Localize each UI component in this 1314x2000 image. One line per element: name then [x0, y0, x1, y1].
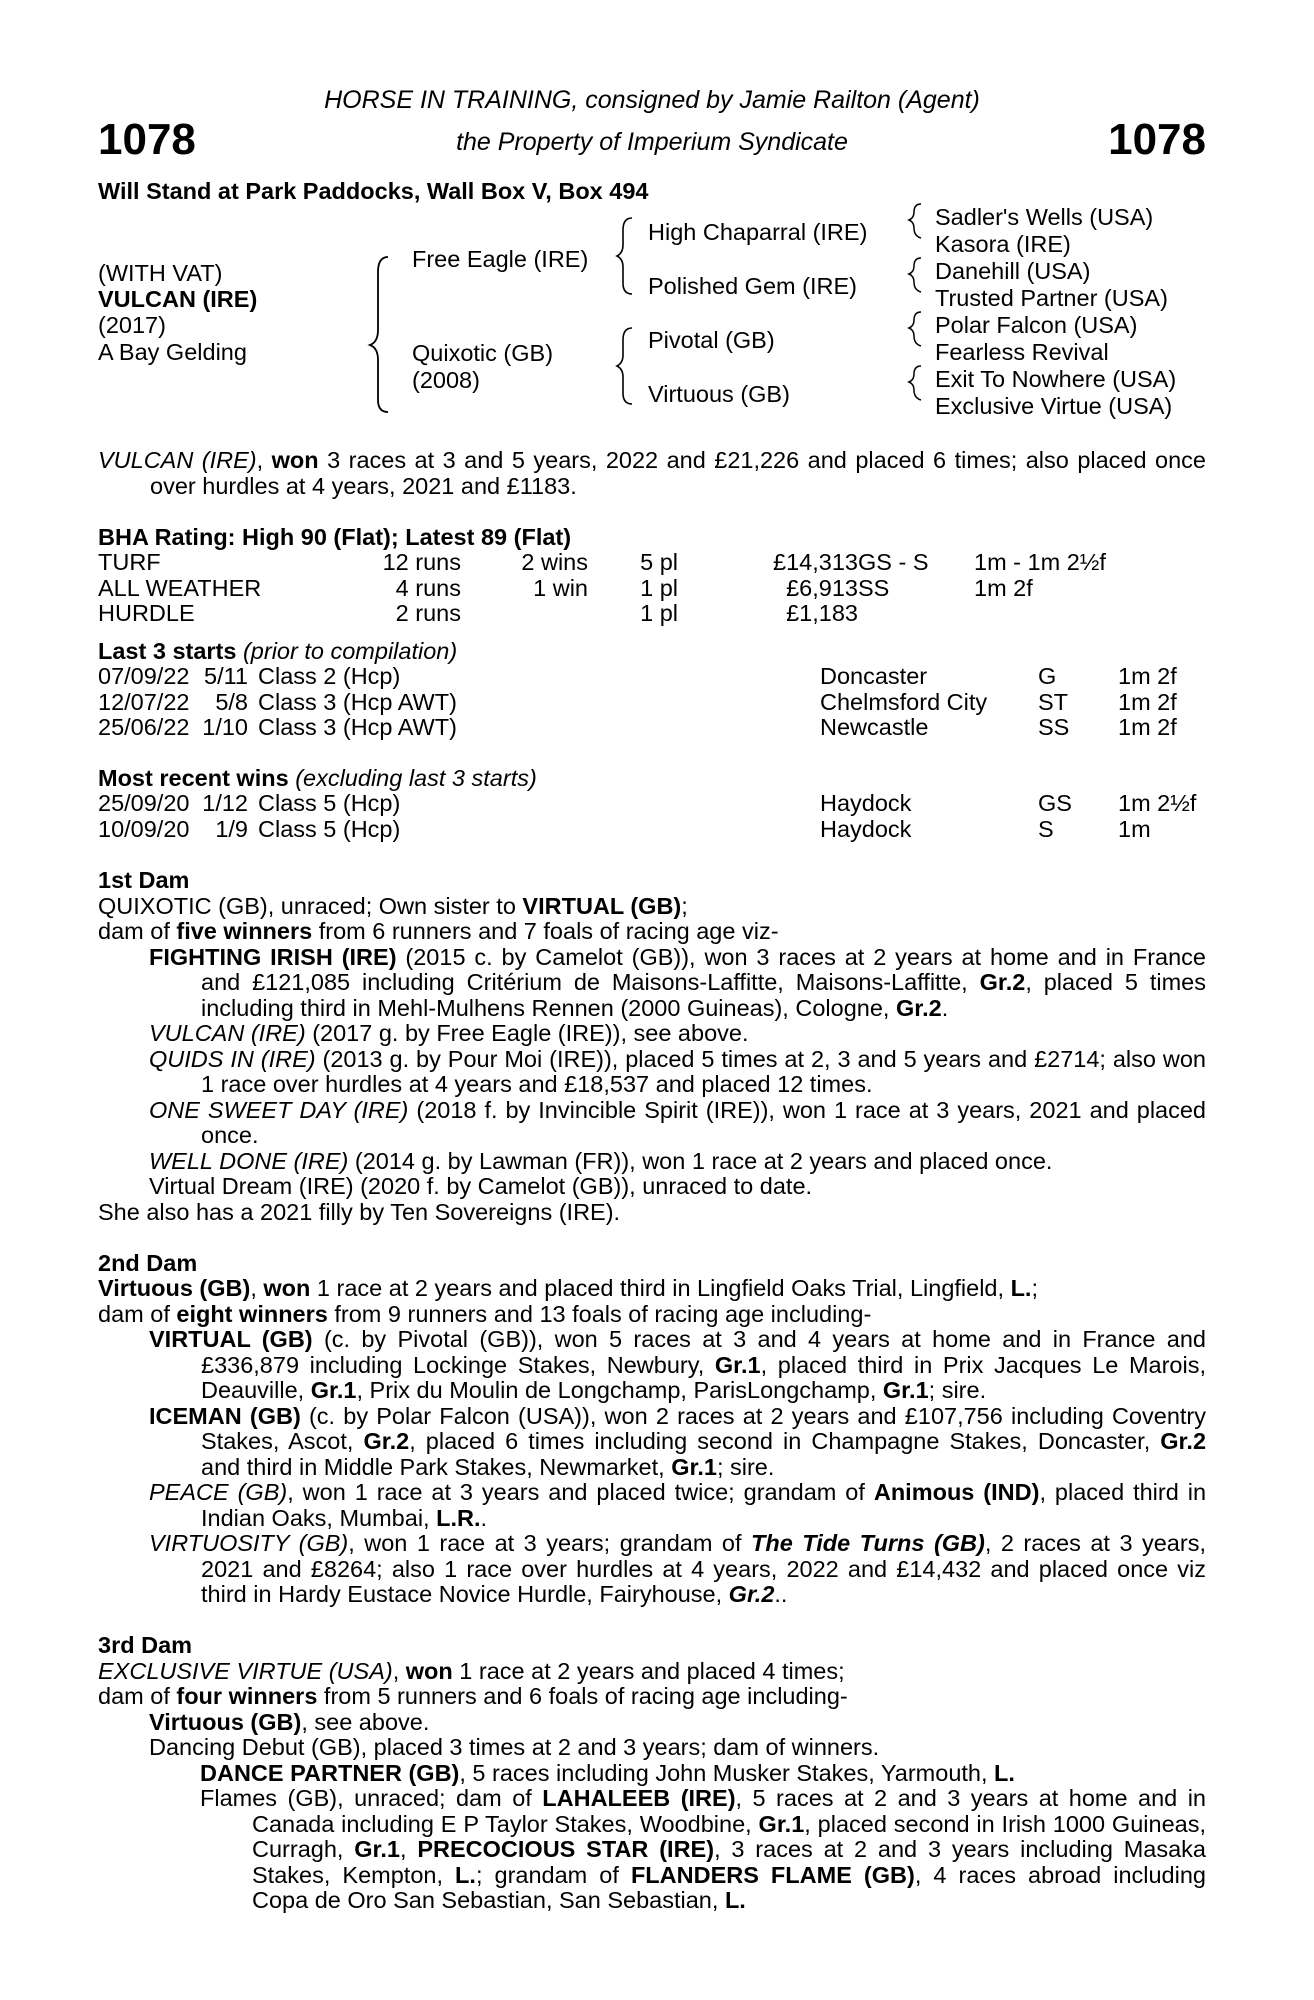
pedigree-sss: Sadler's Wells (USA) [935, 204, 1154, 230]
stand-location: Will Stand at Park Paddocks, Wall Box V, Box 494 [98, 178, 649, 204]
dam3-title: 3rd Dam [98, 1632, 193, 1658]
dam3-grandproduce: DANCE PARTNER (GB), 5 races including John Musker Stakes, Yarmouth, L. [200, 1759, 1015, 1786]
dam2-title: 2nd Dam [98, 1249, 198, 1276]
dam1-line1: QUIXOTIC (GB), unraced; Own sister to VIRTUAL (GB); [98, 892, 688, 919]
consignment-line: HORSE IN TRAINING, consigned by Jamie Railton (Agent) [324, 86, 980, 114]
pedigree-sds: Danehill (USA) [935, 258, 1091, 284]
recent-row: 25/09/20 1/12 Class 5 (Hcp) Haydock GS 1m 2½f [98, 790, 1197, 816]
last3-title: Last 3 starts (prior to compilation) [98, 637, 458, 664]
lot-number-left: 1078 [98, 115, 196, 164]
pedigree-sdd: Trusted Partner (USA) [935, 285, 1168, 311]
dam3-line1: EXCLUSIVE VIRTUE (USA), won 1 race at 2 years and placed 4 times; [98, 1657, 845, 1684]
horse-name: VULCAN (IRE) [98, 286, 258, 312]
dam1-produce: WELL DONE (IRE) (2014 g. by Lawman (FR)), won 1 race at 2 years and placed once. [149, 1147, 1053, 1174]
pedigree-ssd: Kasora (IRE) [935, 231, 1071, 257]
pedigree-dds: Exit To Nowhere (USA) [935, 366, 1177, 392]
horse-description: A Bay Gelding [98, 339, 247, 365]
last3-table [98, 664, 1206, 741]
dam1-produce: Virtual Dream (IRE) (2020 f. by Camelot (GB)), unraced to date. [149, 1173, 813, 1199]
recent-table [98, 791, 1206, 842]
pedigree-ds: Pivotal (GB) [648, 327, 775, 353]
rating-row: TURF 12 runs 2 wins 5 pl £14,313 GS - S 1m - 1m 2½f [98, 549, 1106, 575]
last3-row: 12/07/22 5/8 Class 3 (Hcp AWT) Chelmsford City ST 1m 2f [98, 688, 1177, 715]
dam1-produce: VULCAN (IRE) (2017 g. by Free Eagle (IRE)), see above. [149, 1020, 749, 1046]
dam2-line2: dam of eight winners from 9 runners and 13 foals of racing age including- [98, 1300, 872, 1327]
pedigree-sire: Free Eagle (IRE) [412, 246, 589, 272]
property-line: the Property of Imperium Syndicate [456, 128, 848, 156]
vat-note: (WITH VAT) [98, 260, 223, 286]
pedigree-dd: Virtuous (GB) [648, 381, 790, 407]
dam3-produce: Virtuous (GB), see above. [149, 1708, 430, 1735]
dam2-produce: PEACE (GB), won 1 race at 3 years and placed twice; grandam of Animous (IND), placed third in Indian Oaks, Mumbai, L.R.. [149, 1479, 1207, 1531]
lot-number-right: 1078 [1108, 115, 1206, 164]
recent-title: Most recent wins (excluding last 3 starts) [98, 764, 537, 791]
pedigree-sd: Polished Gem (IRE) [648, 273, 857, 299]
rating-title: BHA Rating: High 90 (Flat); Latest 89 (Flat) [98, 523, 572, 550]
rating-table [98, 550, 1206, 627]
catalogue-body [98, 448, 1206, 1914]
dam3-grandproduce: Flames (GB), unraced; dam of LAHALEEB (IRE), 5 races at 2 and 3 years at home and in Canada including E P Taylor Stakes, Woodbine, Gr.1, placed second in Irish 1000 Guineas, Curragh, Gr.1, PRECOCIOUS STAR (IRE), 3 races at 2 and 3 years including Masaka Stakes, Kempton, L.; grandam of FLANDERS FLAME (GB), 4 races abroad including Copa de Oro San Sebastian, San Sebastian, L. [200, 1785, 1206, 1913]
summary: VULCAN (IRE), won 3 races at 3 and 5 years, 2022 and £21,226 and placed 6 times; also placed once over hurdles at 4 years, 2021 and £1183. [98, 447, 1206, 499]
pedigree-dam-year: (2008) [412, 367, 480, 393]
dam1-produce: FIGHTING IRISH (IRE) (2015 c. by Camelot (GB)), won 3 races at 2 years at home and in France and £121,085 including Critérium de Maisons-Laffitte, Maisons-Laffitte, Gr.2, placed 5 times including third in Mehl-Mulhens Rennen (2000 Guineas), Cologne, Gr.2. [149, 943, 1207, 1021]
dam1-note: She also has a 2021 filly by Ten Sovereigns (IRE). [98, 1198, 621, 1225]
pedigree-ss: High Chaparral (IRE) [648, 219, 868, 245]
dam1-produce: QUIDS IN (IRE) (2013 g. by Pour Moi (IRE)), placed 5 times at 2, 3 and 5 years and £2714; also won 1 race over hurdles at 4 years and £18,537 and placed 12 times. [149, 1045, 1206, 1097]
dam2-produce: ICEMAN (GB) (c. by Polar Falcon (USA)), won 2 races at 2 years and £107,756 including Coventry Stakes, Ascot, Gr.2, placed 6 times including second in Champagne Stakes, Doncaster, Gr.2 and third in Middle Park Stakes, Newmarket, Gr.1; sire. [149, 1402, 1207, 1480]
horse-year: (2017) [98, 312, 166, 338]
dam2-line1: Virtuous (GB), won 1 race at 2 years and placed third in Lingfield Oaks Trial, Lingfield, L.; [98, 1275, 1038, 1301]
dam2-produce: VIRTUAL (GB) (c. by Pivotal (GB)), won 5 races at 3 and 4 years at home and in France and £336,879 including Lockinge Stakes, Newbury, Gr.1, placed third in Prix Jacques Le Marois, Deauville, Gr.1, Prix du Moulin de Longchamp, ParisLongchamp, Gr.1; sire. [149, 1326, 1207, 1403]
dam3-produce: Dancing Debut (GB), placed 3 times at 2 and 3 years; dam of winners. [149, 1734, 880, 1760]
pedigree-ddd: Exclusive Virtue (USA) [935, 393, 1173, 419]
recent-row: 10/09/20 1/9 Class 5 (Hcp) Haydock S 1m [98, 815, 1151, 842]
dam1-produce: ONE SWEET DAY (IRE) (2018 f. by Invincible Spirit (IRE)), won 1 race at 3 years, 2021 and placed once. [149, 1096, 1206, 1148]
dam1-line2: dam of five winners from 6 runners and 7 foals of racing age viz- [98, 918, 779, 944]
dam3-line2: dam of four winners from 5 runners and 6 foals of racing age including- [98, 1683, 848, 1709]
last3-row: 25/06/22 1/10 Class 3 (Hcp AWT) Newcastle SS 1m 2f [98, 714, 1177, 740]
rating-row: HURDLE 2 runs 1 pl £1,183 [98, 600, 858, 626]
dam2-produce: VIRTUOSITY (GB), won 1 race at 3 years; grandam of The Tide Turns (GB), 2 races at 3 years, 2021 and £8264; also 1 race over hurdles at 4 years, 2022 and £14,432 and placed once viz third in Hardy Eustace Novice Hurdle, Fairyhouse, Gr.2.. [149, 1530, 1206, 1607]
pedigree-dss: Polar Falcon (USA) [935, 312, 1138, 338]
last3-row: 07/09/22 5/11 Class 2 (Hcp) Doncaster G 1m 2f [98, 663, 1177, 689]
dam1-title: 1st Dam [98, 867, 190, 893]
rating-row: ALL WEATHER 4 runs 1 win 1 pl £6,913 SS 1m 2f [98, 574, 1033, 601]
pedigree-dam: Quixotic (GB) [412, 340, 554, 366]
pedigree-dsd: Fearless Revival [935, 339, 1109, 365]
